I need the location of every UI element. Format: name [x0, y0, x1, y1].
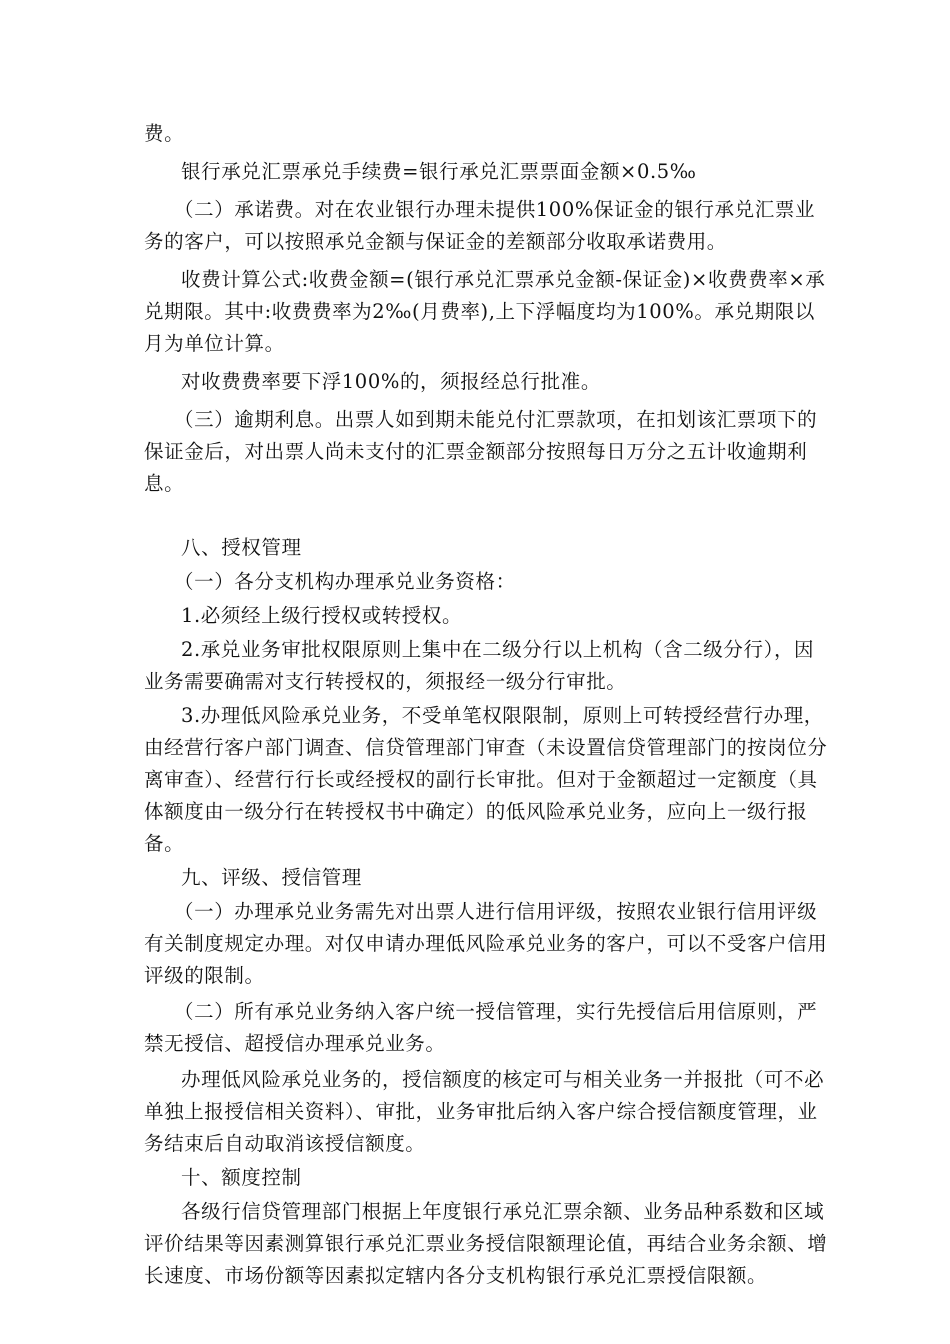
section-heading-quota: 十、额度控制	[181, 1166, 302, 1189]
paragraph-commitment-fee: （二）承诺费。对在农业银行办理未提供100%保证金的银行承兑汇票业务的客户，可以按照承兑金额与保证金的差额部分收取承诺费用。	[144, 198, 816, 253]
paragraph-credit-rating: （一）办理承兑业务需先对出票人进行信用评级，按照农业银行信用评级有关制度规定办理。对仅申请办理低风险承兑业务的客户，可以不受客户信用评级的限制。	[144, 900, 828, 987]
paragraph-fee-calculation: 收费计算公式:收费金额=(银行承兑汇票承兑金额-保证金)×收费费率×承兑期限。其中:收费费率为2‰(月费率),上下浮幅度均为100%。承兑期限以月为单位计算。	[144, 268, 826, 355]
paragraph-quota-control: 各级行信贷管理部门根据上年度银行承兑汇票余额、业务品种系数和区域评价结果等因素测算银行承兑汇票业务授信限额理论值，再结合业务余额、增长速度、市场份额等因素拟定辖内各分支机构银行承兑汇票授信限额。	[144, 1200, 828, 1287]
paragraph-unified-credit: （二）所有承兑业务纳入客户统一授信管理，实行先授信后用信原则，严禁无授信、超授信办理承兑业务。	[144, 1000, 818, 1055]
paragraph-rate-approval: 对收费费率要下浮100%的，须报经总行批准。	[181, 370, 601, 393]
section-heading-authorization: 八、授权管理	[181, 536, 302, 559]
paragraph-item-1: 1.必须经上级行授权或转授权。	[181, 604, 463, 627]
paragraph-branch-qualification: （一）各分支机构办理承兑业务资格：	[174, 570, 516, 593]
document-page	[144, 118, 834, 1292]
paragraph-item-2: 2.承兑业务审批权限原则上集中在二级分行以上机构（含二级分行），因业务需要确需对支行转授权的，须报经一级分行审批。	[144, 638, 815, 693]
paragraph-overdue-interest: （三）逾期利息。出票人如到期未能兑付汇票款项，在扣划该汇票项下的保证金后，对出票人尚未支付的汇票金额部分按照每日万分之五计收逾期利息。	[144, 408, 818, 495]
paragraph-item-3: 3.办理低风险承兑业务，不受单笔权限限制，原则上可转授经营行办理，由经营行客户部门调查、信贷管理部门审查（未设置信贷管理部门的按岗位分离审查）、经营行行长或经授权的副行长审批。但对于金额超过一定额度（具体额度由一级分行在转授权书中确定）的低风险承兑业务，应向上一级行报备。	[144, 704, 828, 855]
paragraph-low-risk-credit: 办理低风险承兑业务的，授信额度的核定可与相关业务一并报批（可不必单独上报授信相关资料）、审批，业务审批后纳入客户综合授信额度管理，业务结束后自动取消该授信额度。	[144, 1068, 825, 1155]
section-heading-rating: 九、评级、授信管理	[181, 866, 362, 889]
paragraph-continuation: 费。	[144, 122, 185, 145]
paragraph-fee-formula: 银行承兑汇票承兑手续费=银行承兑汇票票面金额×0.5‰	[181, 160, 697, 183]
section-gap	[144, 500, 834, 526]
